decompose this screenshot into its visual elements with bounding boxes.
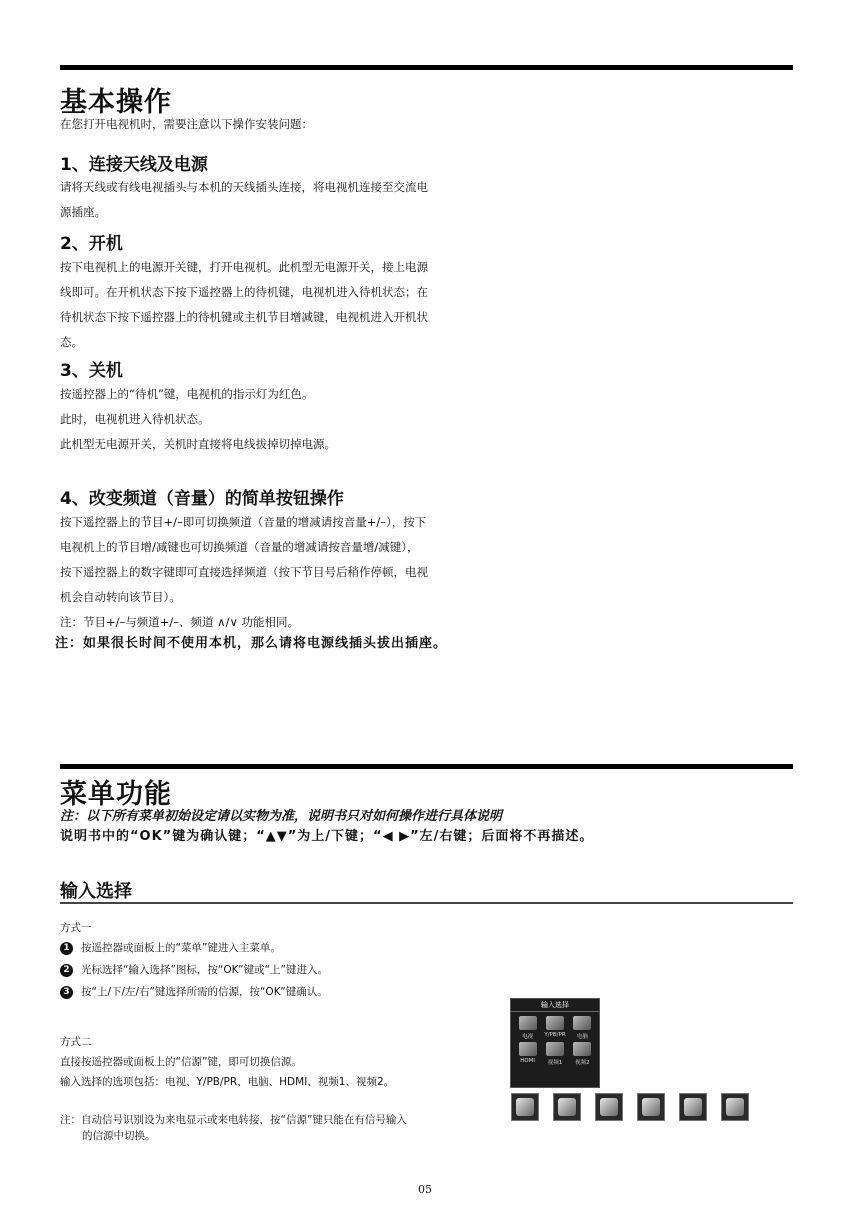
hdmi-icon bbox=[519, 1042, 537, 1056]
para-3-line: 此时，电视机进入待机状态。 bbox=[60, 412, 210, 426]
top-rule bbox=[60, 65, 793, 70]
para-4-line: 电视机上的节目增/减键也可切换频道（音量的增减请按音量增/减键）， bbox=[60, 540, 419, 554]
menu-cell-av1 bbox=[541, 1042, 568, 1066]
menu-cell-tv bbox=[514, 1016, 541, 1040]
para-3-line: 此机型无电源开关，关机时直接将电线拔掉切掉电源。 bbox=[60, 437, 336, 451]
step-text: 光标选择“输入选择”图标，按“OK”键或“上”键进入。 bbox=[81, 964, 328, 976]
time-icon bbox=[637, 1093, 665, 1121]
step-number: 3 bbox=[60, 986, 73, 999]
method2-label: 方式二 bbox=[60, 1036, 92, 1048]
page-number: 05 bbox=[418, 1183, 432, 1196]
tv-icon bbox=[519, 1016, 537, 1030]
video2-icon bbox=[573, 1042, 591, 1056]
method2-text bbox=[60, 1052, 394, 1092]
component-icon bbox=[546, 1016, 564, 1030]
method2-line: 输入选择的选项包括：电视、Y/PB/PR、电脑、HDMI、视频1、视频2。 bbox=[60, 1076, 395, 1088]
para-4-line: 按下遥控器上的数字键即可直接选择频道（按下节目号后稍作停顿，电视 bbox=[60, 565, 428, 579]
para-2-line: 按下电视机上的电源开关键，打开电视机。此机型无电源开关，接上电源 bbox=[60, 260, 428, 274]
para-2-line: 待机状态下按下遥控器上的待机键或主机节目增减键，电视机进入开机状 bbox=[60, 310, 428, 324]
menu-cell-label: 电视 bbox=[522, 1034, 534, 1040]
menu-cell-label: Y/PB/PR bbox=[544, 1032, 566, 1038]
search-icon bbox=[721, 1093, 749, 1121]
section-title-input: 输入选择 bbox=[60, 881, 132, 902]
sound-icon bbox=[553, 1093, 581, 1121]
picture-icon bbox=[511, 1093, 539, 1121]
para-4-line: 机会自动转向该节目）。 bbox=[60, 590, 181, 604]
menu-cell-label: 视频1 bbox=[547, 1060, 563, 1066]
para-3 bbox=[60, 382, 530, 457]
method1-label: 方式一 bbox=[60, 922, 92, 934]
menu-image-grid bbox=[511, 1012, 599, 1070]
step-text: 按“上/下/左/右”键选择所需的信源，按“OK”键确认。 bbox=[81, 986, 328, 998]
menu-icon-row bbox=[511, 1093, 749, 1121]
para-2-line: 线即可。在开机状态下按下遥控器上的待机键，电视机进入待机状态；在 bbox=[60, 285, 428, 299]
section-title-menu: 菜单功能 bbox=[60, 779, 172, 810]
pc-icon bbox=[573, 1016, 591, 1030]
step-number: 2 bbox=[60, 964, 73, 977]
menu-cell-ypbpr bbox=[541, 1016, 568, 1040]
menu-cell-av2 bbox=[569, 1042, 596, 1066]
footnote-line: 注：自动信号识别设为来电显示或来电转接，按“信源”键只能在有信号输入 bbox=[60, 1114, 407, 1126]
para-4-line: 按下遥控器上的节目+/–即可切换频道（音量的增减请按音量+/–），按下 bbox=[60, 515, 427, 529]
menu-note: 注：以下所有菜单初始设定请以实物为准，说明书只对如何操作进行具体说明 bbox=[60, 809, 503, 824]
method2-line: 直接按遥控器或面板上的“信源”键，即可切换信源。 bbox=[60, 1056, 302, 1068]
menu-image-title: 输入选择 bbox=[511, 999, 599, 1012]
para-4-line: 注：节目+/–与频道+/–、频道 ∧/∨ 功能相同。 bbox=[60, 615, 300, 629]
heading-2: 2、开机 bbox=[60, 234, 123, 254]
menu-cell-pc bbox=[569, 1016, 596, 1040]
video1-icon bbox=[546, 1042, 564, 1056]
step-text: 按遥控器或面板上的“菜单”键进入主菜单。 bbox=[81, 942, 281, 954]
keys-description: 说明书中的“OK”键为确认键；“▲▼”为上/下键；“◀ ▶”左/右键；后面将不再描述。 bbox=[60, 829, 594, 844]
para-1-line: 源插座。 bbox=[60, 205, 106, 219]
footnote-line: 的信源中切换。 bbox=[82, 1130, 156, 1142]
step-3 bbox=[60, 982, 328, 1002]
settings-icon bbox=[679, 1093, 707, 1121]
input-underline bbox=[60, 902, 793, 904]
step-number: 1 bbox=[60, 942, 73, 955]
para-3-line: 按遥控器上的“待机”键，电视机的指示灯为红色。 bbox=[60, 387, 314, 401]
intro-text: 在您打开电视机时，需要注意以下操作安装问题： bbox=[60, 117, 313, 131]
para-1-line: 请将天线或有线电视插头与本机的天线插头连接，将电视机连接至交流电 bbox=[60, 180, 428, 194]
section-title-basic: 基本操作 bbox=[60, 87, 172, 118]
menu-cell-label: HDMI bbox=[520, 1058, 536, 1064]
input-select-menu-image bbox=[510, 998, 600, 1088]
heading-3: 3、关机 bbox=[60, 361, 123, 381]
menu-cell-label: 电脑 bbox=[576, 1034, 588, 1040]
step-2 bbox=[60, 960, 328, 980]
para-2-line: 态。 bbox=[60, 335, 83, 349]
heading-1: 1、连接天线及电源 bbox=[60, 155, 208, 175]
heading-4: 4、改变频道（音量）的简单按钮操作 bbox=[60, 489, 344, 509]
method1-steps bbox=[60, 938, 328, 1002]
para-2 bbox=[60, 255, 530, 355]
step-1 bbox=[60, 938, 328, 958]
para-4 bbox=[60, 510, 530, 635]
menu-cell-hdmi bbox=[514, 1042, 541, 1066]
menu-cell-label: 视频2 bbox=[575, 1060, 590, 1066]
warning-text: 注：如果很长时间不使用本机，那么请将电源线插头拔出插座。 bbox=[55, 636, 448, 651]
footnote bbox=[60, 1112, 407, 1144]
mid-rule bbox=[60, 764, 793, 769]
screen-icon bbox=[595, 1093, 623, 1121]
para-1 bbox=[60, 175, 530, 225]
